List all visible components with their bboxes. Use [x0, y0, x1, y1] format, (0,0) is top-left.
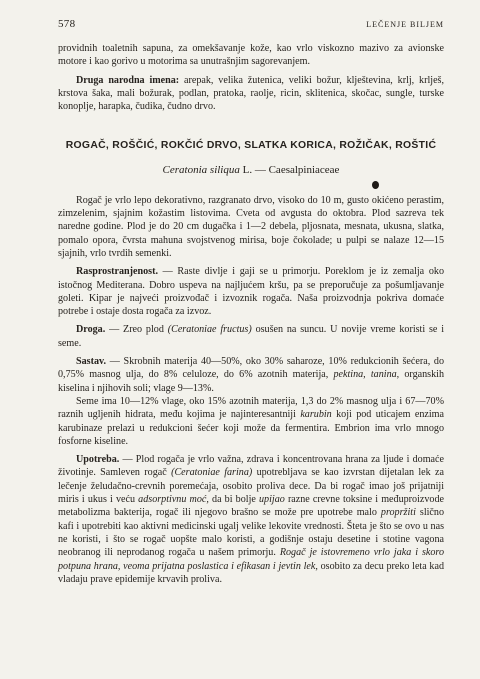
seed-text: Seme ima 10—12% vlage, oko 15% azotnih materija, 1,3 do 2% masnog ulja i 67—70% raznih ugljenih hidrata, među kojima je najinteresantniji — [58, 395, 444, 421]
previous-entry-continuation: providnih toaletnih sapuna, za omekšavanje kože, kao vrlo viskozno mazivo za avionske motore i kao gorivo u motorima sa unutrašnjim sagorevanjem. — [58, 43, 444, 68]
folk-names-text: arepak, velika žutenica, veliki božur, klještevina, krlj, krlješ, krstova šaka, mali božurak, podlan, pratoka, raolje, ricin, sklitenica, skočac, sungle, turske konoplje, harapka, čudika, čudno drvo. — [58, 74, 445, 113]
folk-names-label: Druga narodna imena: — [76, 74, 180, 86]
usage-italic-5: Rogač je istovremeno vrlo jaka i skoro potpuna hrana, veoma prijatna poslastica i efikasan i jevtin lek, — [58, 547, 445, 572]
usage-text-2: upotrebljava se kao izvrstan dijetalan lek za lečenje želudačno-crevnih poremećaja, osobito proliva dece. Da bi rogač imao još prijatniji miris i ukus i veću — [58, 467, 445, 506]
drug-latin-name: (Ceratoniae fructus) — [167, 324, 252, 336]
distribution-label: Rasprostranjenost. — [76, 266, 158, 278]
usage-text-5: slično kafi i upotrebiti kao aktivni medicinski ugalj velike lekovite vrednosti. Šteta je što se ovo u nas ne koristi, i što se rogač uopšte malo koristi, a godišnje ostaju desetine i stotine vagona neobranog ili neprodanog rogača u našem primorju. — [58, 507, 445, 559]
carubin-term: karubin — [300, 409, 332, 421]
drug-text-end: osušen na suncu. U novije vreme koristi se i seme. — [58, 324, 445, 349]
drug-paragraph — [58, 323, 444, 350]
usage-text-1: — Plod rogača je vrlo važna, zdrava i koncentrovana hrana za ljude i domaće životinje. Samleven rogač — [58, 454, 444, 479]
usage-italic-4: propržiti — [380, 507, 416, 519]
usage-italic-3: upijao — [259, 494, 285, 506]
usage-paragraph — [58, 453, 444, 586]
plant-family: Caesalpiniaceae — [268, 164, 340, 177]
usage-italic-1: (Ceratoniae farina) — [171, 467, 253, 479]
author-abbrev: L. — [242, 164, 253, 177]
composition-label: Sastav. — [76, 356, 107, 368]
ink-spot — [372, 181, 379, 189]
usage-italic-2: adsorptivnu moć, — [138, 494, 209, 506]
running-head: LEČENJE BILJEM — [366, 20, 444, 29]
composition-text-end: organskih kiselina i njihovih soli; vlage 9—13%. — [58, 369, 445, 394]
usage-text-4: razne crevne toksine i međuproizvode metabolizma bakterija, rogač ili njegovo brašno se može pre upotrebe malo — [58, 494, 444, 519]
seed-composition-paragraph — [58, 395, 444, 448]
usage-text-3: da bi bolje — [212, 494, 256, 506]
page-number: 578 — [58, 18, 76, 30]
name-dash: — — [254, 164, 266, 177]
distribution-paragraph — [58, 265, 444, 318]
composition-italic: pektina, tanina, — [333, 369, 400, 381]
usage-text-6: osobito za decu preko leta kad vladaju prave epidemije krvavih proliva. — [58, 560, 445, 585]
composition-paragraph — [58, 355, 444, 395]
drug-text: — Zreo plod — [109, 324, 164, 336]
folk-names-paragraph — [58, 74, 444, 114]
usage-label: Upotreba. — [76, 454, 120, 466]
description-paragraph: Rogač je vrlo lepo dekorativno, razgranato drvo, visoko do 10 m, gusto okićeno perastim, zimzelenim, sjajnim kožastim listovima. Cveta od avgusta do oktobra. Plod sazreva tek naredne godine. Plod je do 20 cm dugačka i 1—2 debela, pljosnata, mesnata, ukusna, slatka, pomalo opora, čvrsta mahuna svojstvenog mirisa, boje čokolade; u pulpi se nalaze 12—15 sjajnih, vrlo tvrdih semenki. — [58, 194, 444, 259]
latin-name: Ceratonia siliqua — [162, 164, 240, 177]
botanical-name — [58, 164, 444, 177]
distribution-text: — Raste divlje i gaji se u primorju. Poreklom je iz zemalja oko istočnog Mediterana. Dobro uspeva na najljućem kršu, pa se preporučuje za pošumljavanje goleti. Kipar je najveći proizvođač i izvoznik rogača. Naša proizvodnja pokriva domaće potrebe i ostaje dosta rogača za izvoz. — [58, 266, 444, 318]
page-header — [58, 18, 444, 42]
seed-text-end: koji pod uticajem enzima karubinaze prelazi u redukcioni šećer koji može da fermentira. Embrion ima vrlo mnogo fosforne kiseline. — [58, 409, 444, 447]
article-title: ROGAČ, ROŠČIĆ, ROKČIĆ DRVO, SLATKA KORICA, ROŽIČAK, ROŠTIĆ — [65, 140, 437, 152]
composition-text: — Skrobnih materija 40—50%, oko 30% saharoze, 10% redukcionih šećera, do 0,75% masnog ulja, do 8% celuloze, do 6% azotnih materija, — [58, 356, 444, 381]
drug-label: Droga. — [76, 324, 106, 336]
